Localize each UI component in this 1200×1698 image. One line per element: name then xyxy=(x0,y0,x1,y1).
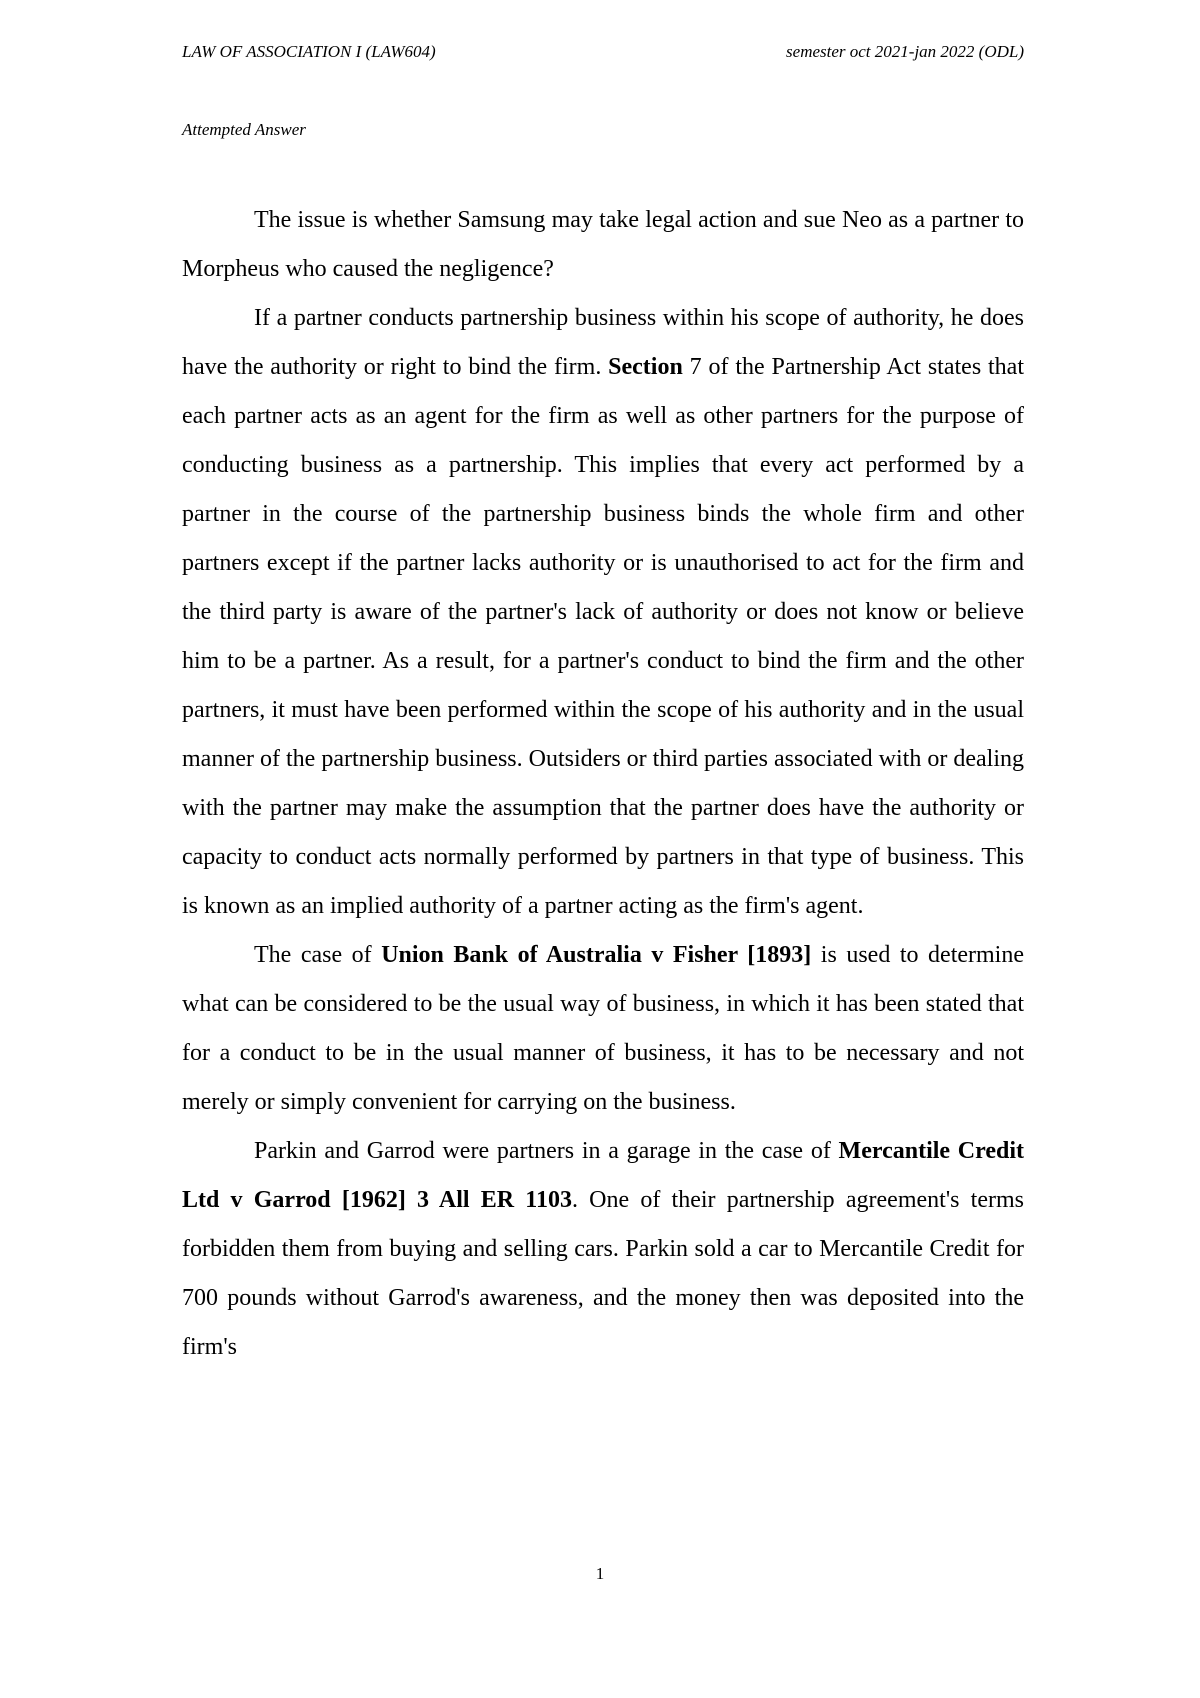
paragraph-text: 7 of the Partnership Act states that each partner acts as an agent for the firm as well as other partners for the purpose of conducting business as a partnership. This implies that every act performed by a partner in the course of the partnership business binds the whole firm and other partners except if the partner lacks authority or is unauthorised to act for the firm and the third party is aware of the partner's lack of authority or does not know or believe him to be a partner. As a result, for a partner's conduct to bind the firm and the other partners, it must have been performed within the scope of his authority and in the usual manner of the partnership business. Outsiders or third parties associated with or dealing with the partner may make the assumption that the partner does have the authority or capacity to conduct acts normally performed by partners in that type of business. This is known as an implied authority of a partner acting as the firm's agent. xyxy=(182,354,1024,919)
body-paragraph xyxy=(182,196,1024,294)
page-number: 1 xyxy=(595,1564,605,1583)
paragraph-text: Parkin and Garrod were partners in a garage in the case of xyxy=(254,1138,839,1164)
section-subheading: Attempted Answer xyxy=(182,120,306,139)
body-paragraph xyxy=(182,1127,1024,1372)
bold-citation: Section xyxy=(608,354,683,380)
body-paragraph xyxy=(182,294,1024,931)
page-header xyxy=(182,42,1024,68)
bold-citation: Union Bank of Australia v Fisher [1893] xyxy=(381,942,812,968)
body-paragraph xyxy=(182,931,1024,1127)
paragraph-text: If a partner conducts partnership business within his scope of authority, he does have the authority or right to bind the firm. xyxy=(182,305,1024,380)
paragraph-text: is used to determine what can be considered to be the usual way of business, in which it has been stated that for a conduct to be in the usual manner of business, it has to be necessary and not merely or simply convenient for carrying on the business. xyxy=(182,942,1025,1115)
paragraph-text: . One of their partnership agreement's terms forbidden them from buying and selling cars. Parkin sold a car to Mercantile Credit for 700 pounds without Garrod's awareness, and the money then was deposited into the firm's xyxy=(182,1187,1025,1360)
header-course-title: LAW OF ASSOCIATION I (LAW604) xyxy=(182,42,436,61)
bold-citation: Mercantile Credit Ltd v Garrod [1962] 3 All ER 1103 xyxy=(182,1138,1024,1213)
answer-body xyxy=(182,196,1024,1372)
header-semester: semester oct 2021-jan 2022 (ODL) xyxy=(786,42,1024,61)
paragraph-text: The case of xyxy=(254,942,382,968)
paragraph-text: The issue is whether Samsung may take legal action and sue Neo as a partner to Morpheus who caused the negligence? xyxy=(182,207,1024,282)
